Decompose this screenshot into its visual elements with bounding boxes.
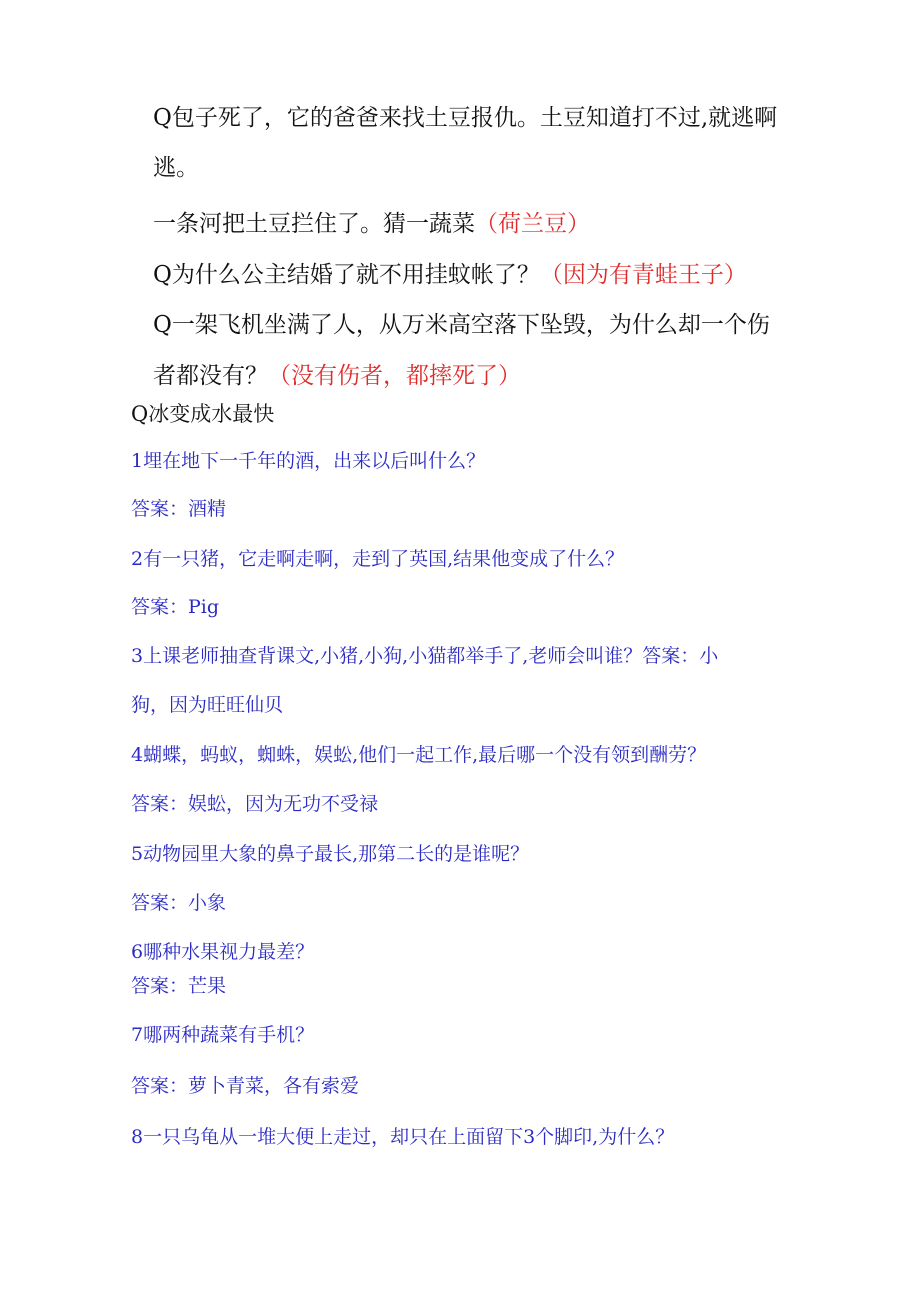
riddle-line-6 bbox=[153, 357, 521, 390]
riddle-line-7: Q冰变成水最快 bbox=[131, 402, 275, 426]
list-item: 8一只乌龟从一堆大便上走过，却只在上面留下3个脚印,为什么？ bbox=[131, 1126, 675, 1148]
list-item: 3上课老师抽查背课文,小猪,小狗,小猫都举手了,老师会叫谁？答案：小 bbox=[131, 645, 719, 667]
list-item: 答案：酒精 bbox=[131, 498, 227, 520]
list-item: 答案：小象 bbox=[131, 892, 227, 914]
riddle-line-5: Q一架飞机坐满了人，从万米高空落下坠毁，为什么却一个伤 bbox=[153, 312, 770, 338]
riddle-question: 一条河把土豆拦住了。猜一蔬菜 bbox=[153, 211, 475, 237]
riddle-answer: （没有伤者，都摔死了） bbox=[268, 363, 521, 389]
riddle-question: Q为什么公主结婚了就不用挂蚊帐了？ bbox=[153, 262, 540, 288]
list-item: 答案：萝卜青菜，各有索爱 bbox=[131, 1075, 360, 1097]
list-item: 答案：芒果 bbox=[131, 975, 227, 997]
list-item: 1埋在地下一千年的酒，出来以后叫什么？ bbox=[131, 450, 486, 472]
list-item: 答案：Pig bbox=[131, 596, 220, 618]
list-item: 狗，因为旺旺仙贝 bbox=[131, 694, 284, 716]
riddle-line-4 bbox=[153, 256, 747, 289]
riddle-line-3 bbox=[153, 205, 590, 238]
riddle-line-1: Q包子死了，它的爸爸来找土豆报仇。土豆知道打不过,就逃啊 bbox=[153, 105, 778, 131]
riddle-answer: （荷兰豆） bbox=[475, 211, 590, 237]
riddle-answer: （因为有青蛙王子） bbox=[539, 262, 747, 288]
riddle-question: 者都没有？ bbox=[153, 363, 268, 389]
list-item: 5动物园里大象的鼻子最长,那第二长的是谁呢？ bbox=[131, 843, 530, 865]
list-item: 6哪种水果视力最差？ bbox=[131, 941, 315, 963]
riddle-line-2: 逃。 bbox=[153, 155, 199, 181]
list-item: 答案：娱蚣，因为无功不受禄 bbox=[131, 793, 379, 815]
list-item: 2有一只猪，它走啊走啊，走到了英国,结果他变成了什么？ bbox=[131, 548, 625, 570]
list-item: 4蝴蝶，蚂蚁，蜘蛛，娱蚣,他们一起工作,最后哪一个没有领到酬劳？ bbox=[131, 744, 707, 766]
list-item: 7哪两种蔬菜有手机？ bbox=[131, 1024, 315, 1046]
